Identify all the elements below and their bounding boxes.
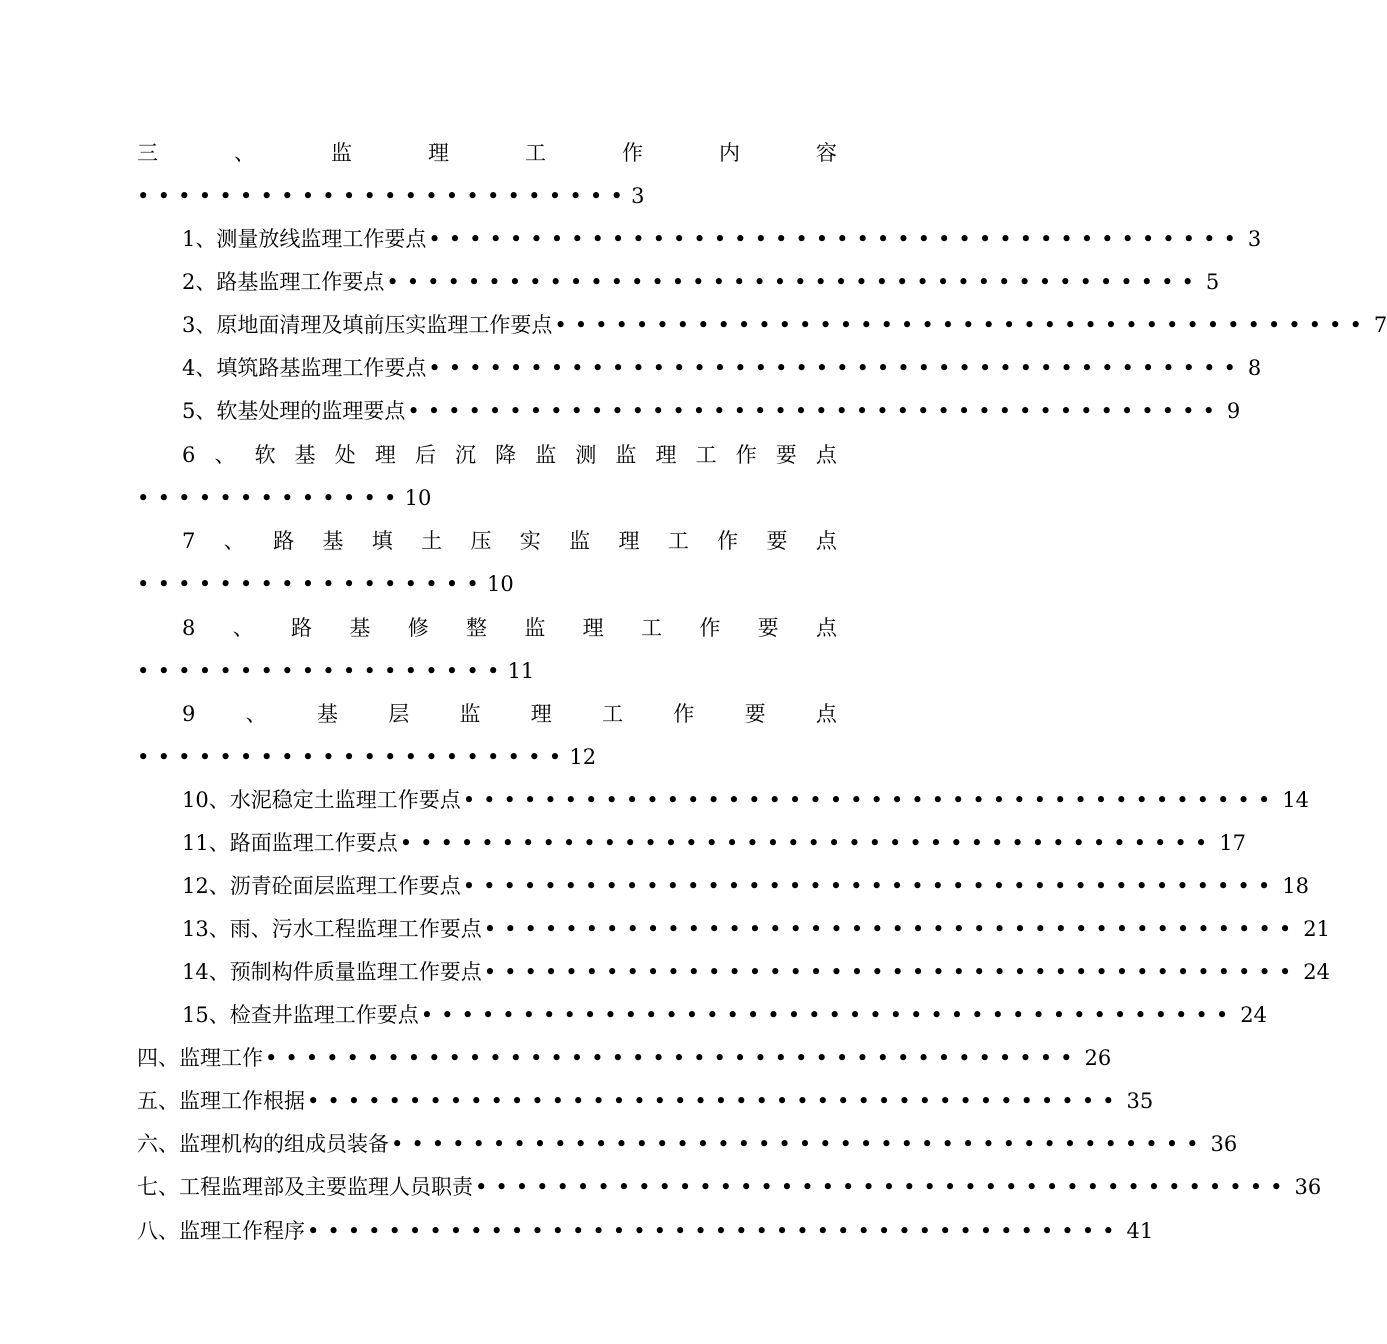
toc-item-6-leader — [137, 483, 837, 513]
dot-leader: ••••••••••••• — [137, 486, 405, 510]
heading-char: 6 — [182, 443, 196, 467]
page-number: 9 — [1226, 399, 1241, 423]
toc-item-label: 3、原地面清理及填前压实监理工作要点 — [182, 313, 553, 337]
heading-char: 、 — [214, 443, 236, 467]
heading-char: 降 — [495, 443, 517, 467]
heading-char: 基 — [316, 702, 338, 726]
dot-leader: •••••••••••••••••••••••••••••••••••••••• — [265, 1046, 1081, 1070]
heading-char: 点 — [815, 443, 837, 467]
heading-char: 作 — [699, 616, 721, 640]
heading-char: 填 — [371, 529, 393, 553]
heading-char: 工 — [695, 443, 717, 467]
toc-item[interactable] — [182, 267, 1220, 297]
heading-char: 实 — [519, 529, 541, 553]
toc-section[interactable] — [137, 1129, 1238, 1159]
toc-item[interactable] — [182, 224, 1262, 254]
toc-section[interactable] — [137, 1216, 1154, 1246]
heading-char: 理 — [374, 443, 396, 467]
toc-item-8-leader — [137, 656, 837, 686]
heading-char: 、 — [234, 141, 255, 165]
heading-char: 基 — [322, 529, 344, 553]
page-number: 21 — [1303, 917, 1330, 941]
toc-section-label: 六、监理机构的组成员装备 — [137, 1132, 389, 1156]
page-number: 17 — [1219, 831, 1246, 855]
heading-char: 修 — [407, 616, 429, 640]
heading-char: 要 — [744, 702, 766, 726]
toc-item[interactable] — [182, 871, 1309, 901]
dot-leader: •••••••••••••••••••••••••••••••••••••••• — [483, 960, 1300, 984]
dot-leader: •••••••••••••••••••••••••••••••••••••••• — [307, 1219, 1123, 1243]
toc-item-label: 1、测量放线监理工作要点 — [182, 227, 427, 251]
heading-char: 监 — [459, 702, 481, 726]
page-number: 11 — [507, 659, 535, 683]
heading-char: 土 — [421, 529, 443, 553]
heading-char: 监 — [615, 443, 637, 467]
heading-char: 要 — [766, 529, 788, 553]
dot-leader: •••••••••••••••••••••••••••••••••••••••• — [420, 1003, 1237, 1027]
heading-char: 路 — [291, 616, 313, 640]
page-number: 14 — [1282, 788, 1309, 812]
heading-char: 作 — [735, 443, 757, 467]
heading-char: 作 — [717, 529, 739, 553]
heading-char: 作 — [622, 141, 643, 165]
heading-char: 、 — [223, 529, 245, 553]
toc-section[interactable] — [137, 1043, 1112, 1073]
heading-char: 理 — [530, 702, 552, 726]
heading-char: 软 — [254, 443, 276, 467]
heading-char: 监 — [524, 616, 546, 640]
toc-section-3-leader — [137, 181, 837, 211]
heading-char: 路 — [273, 529, 295, 553]
dot-leader: •••••••••••••••••••••••••••••••••••••••• — [386, 270, 1202, 294]
toc-item-label: 2、路基监理工作要点 — [182, 270, 385, 294]
page-number: 41 — [1126, 1219, 1154, 1243]
page-number: 12 — [569, 745, 597, 769]
dot-leader: •••••••••••••••••••••••••••••••••••••••• — [428, 227, 1244, 251]
heading-char: 、 — [245, 702, 267, 726]
heading-char: 基 — [349, 616, 371, 640]
toc-item[interactable] — [182, 1000, 1267, 1030]
toc-section[interactable] — [137, 1086, 1154, 1116]
toc-item-9-heading[interactable] — [182, 699, 837, 729]
heading-char: 工 — [667, 529, 689, 553]
heading-char: 处 — [334, 443, 356, 467]
heading-char: 后 — [414, 443, 436, 467]
dot-leader: •••••••••••••••••••••••••••••••••••••••• — [307, 1089, 1123, 1113]
toc-item-label: 4、填筑路基监理工作要点 — [182, 356, 427, 380]
dot-leader: •••••••••••••••••••••••••••••••••••••••• — [428, 356, 1244, 380]
heading-char: 沉 — [455, 443, 477, 467]
heading-char: 内 — [719, 141, 740, 165]
heading-char: 理 — [428, 141, 449, 165]
heading-char: 监 — [569, 529, 591, 553]
toc-item-label: 14、预制构件质量监理工作要点 — [182, 960, 482, 984]
dot-leader: •••••••••••••••••••••••••••••••••••••••• — [407, 399, 1223, 423]
toc-item-label: 10、水泥稳定土监理工作要点 — [182, 788, 461, 812]
heading-char: 要 — [757, 616, 779, 640]
page-number: 10 — [404, 486, 432, 510]
page-number: 35 — [1126, 1089, 1154, 1113]
dot-leader: •••••••••••••••••••••••••••••••••••••••• — [483, 917, 1300, 941]
page-number: 10 — [486, 572, 514, 596]
heading-char: 点 — [815, 529, 837, 553]
toc-item-label: 13、雨、污水工程监理工作要点 — [182, 917, 482, 941]
heading-char: 工 — [641, 616, 662, 640]
heading-char: 工 — [525, 141, 546, 165]
toc-item-7-leader — [137, 569, 837, 599]
toc-item[interactable] — [182, 396, 1241, 426]
dot-leader: •••••••••••••••••••••••••••••••••••••••• — [391, 1132, 1207, 1156]
dot-leader: •••••••••••••••••••••••• — [137, 184, 632, 208]
toc-item[interactable] — [182, 828, 1246, 858]
toc-item[interactable] — [182, 785, 1309, 815]
toc-section[interactable] — [137, 1172, 1322, 1202]
page-number: 26 — [1084, 1046, 1112, 1070]
heading-char: 要 — [775, 443, 797, 467]
heading-char: 整 — [466, 616, 488, 640]
heading-char: 理 — [582, 616, 604, 640]
toc-item-label: 11、路面监理工作要点 — [182, 831, 398, 855]
toc-section-label: 七、工程监理部及主要监理人员职责 — [137, 1175, 473, 1199]
toc-item-6-heading[interactable] — [182, 440, 837, 470]
toc-item[interactable] — [182, 310, 1387, 340]
heading-char: 测 — [575, 443, 597, 467]
dot-leader: •••••••••••••••••••••••••••••••••••••••• — [475, 1175, 1291, 1199]
heading-char: 理 — [618, 529, 640, 553]
heading-char: 理 — [655, 443, 677, 467]
dot-leader: •••••••••••••••••••••••••••••••••••••••• — [554, 313, 1370, 337]
heading-char: 7 — [182, 529, 196, 553]
heading-char: 三 — [137, 141, 158, 165]
dot-leader: •••••••••••••••••• — [137, 659, 508, 683]
toc-item-8-heading[interactable] — [182, 613, 837, 643]
toc-item[interactable] — [182, 914, 1330, 944]
toc-section-label: 五、监理工作根据 — [137, 1089, 305, 1113]
toc-section-label: 四、监理工作 — [137, 1046, 263, 1070]
heading-char: 层 — [388, 702, 410, 726]
heading-char: 监 — [535, 443, 557, 467]
page-number: 18 — [1282, 874, 1309, 898]
heading-char: 、 — [232, 616, 254, 640]
toc-item-7-heading[interactable] — [182, 526, 837, 556]
toc-item-9-leader — [137, 742, 837, 772]
toc-section-3-heading — [137, 138, 837, 168]
heading-char: 压 — [470, 529, 492, 553]
page-number: 3 — [1247, 227, 1262, 251]
heading-char: 8 — [182, 616, 196, 640]
page-number: 24 — [1240, 1003, 1267, 1027]
dot-leader: ••••••••••••••••• — [137, 572, 487, 596]
toc-item[interactable] — [182, 957, 1330, 987]
dot-leader: ••••••••••••••••••••• — [137, 745, 570, 769]
toc-section-label: 八、监理工作程序 — [137, 1219, 305, 1243]
toc-item-label: 5、软基处理的监理要点 — [182, 399, 406, 423]
heading-char: 基 — [294, 443, 316, 467]
heading-char: 作 — [673, 702, 695, 726]
page-number: 8 — [1247, 356, 1262, 380]
page-number: 36 — [1210, 1132, 1238, 1156]
heading-char: 监 — [331, 141, 352, 165]
page-number: 5 — [1205, 270, 1220, 294]
toc-item-label: 15、检查井监理工作要点 — [182, 1003, 419, 1027]
page-number: 7 — [1373, 313, 1387, 337]
heading-char: 点 — [815, 616, 837, 640]
dot-leader: •••••••••••••••••••••••••••••••••••••••• — [462, 874, 1279, 898]
heading-char: 容 — [816, 141, 837, 165]
toc-item-label: 12、沥青砼面层监理工作要点 — [182, 874, 461, 898]
dot-leader: •••••••••••••••••••••••••••••••••••••••• — [399, 831, 1216, 855]
heading-char: 工 — [602, 702, 624, 726]
page-number: 36 — [1294, 1175, 1322, 1199]
heading-char: 点 — [815, 702, 837, 726]
dot-leader: •••••••••••••••••••••••••••••••••••••••• — [462, 788, 1279, 812]
heading-char: 9 — [182, 702, 196, 726]
page-number: 3 — [631, 184, 645, 208]
toc-item[interactable] — [182, 353, 1262, 383]
page-number: 24 — [1303, 960, 1330, 984]
